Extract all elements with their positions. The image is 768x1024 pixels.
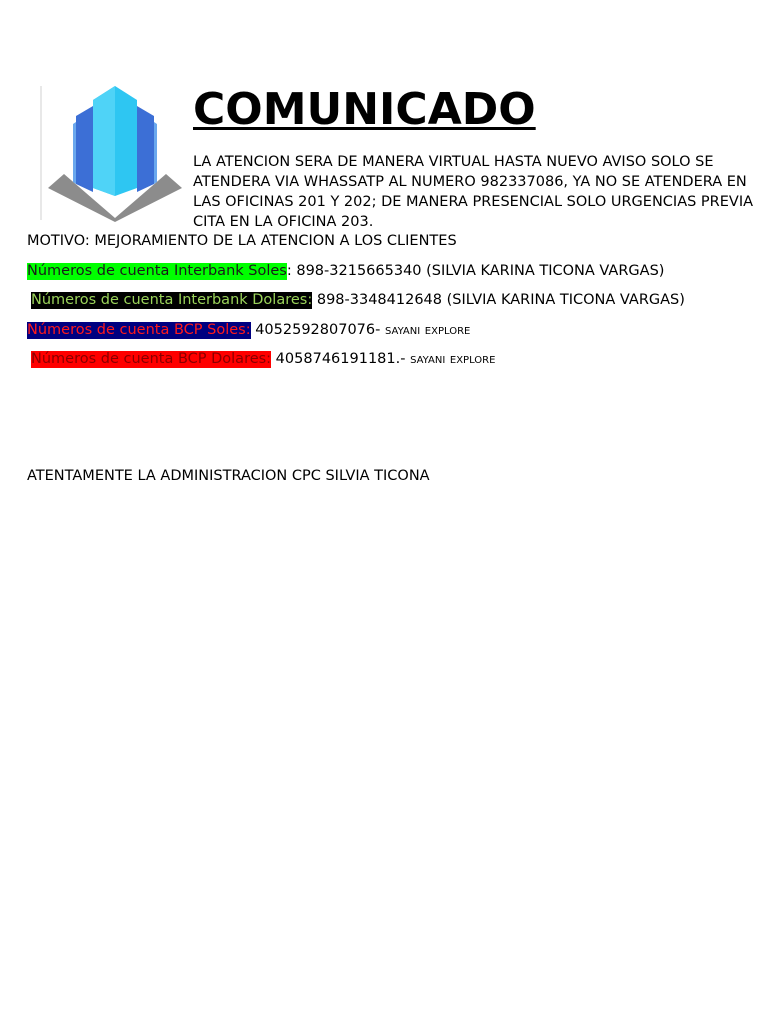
account-number: 898-3215665340 (SILVIA KARINA TICONA VARGAS) [291, 263, 665, 279]
closing-signature: ATENTAMENTE LA ADMINISTRACION CPC SILVIA TICONA [27, 468, 430, 484]
account-label: Números de cuenta BCP Soles: [27, 322, 251, 338]
building-logo-icon [40, 84, 190, 222]
account-label: Números de cuenta Interbank Dolares: [31, 292, 313, 308]
account-label: Números de cuenta BCP Dolares: [31, 351, 272, 367]
account-number: 898-3348412648 (SILVIA KARINA TICONA VARGAS) [312, 292, 685, 308]
account-bcp-soles [27, 320, 470, 340]
motivo-text: MOTIVO: MEJORAMIENTO DE LA ATENCION A LOS CLIENTES [27, 233, 457, 249]
notice-text: LA ATENCION SERA DE MANERA VIRTUAL HASTA NUEVO AVISO SOLO SE ATENDERA VIA WHASSATP AL NUMERO 982337086, YA NO SE ATENDERA EN LAS OFICINAS 201 Y 202; DE MANERA PRESENCIAL SOLO URGENCIAS PREVIA CITA EN LA OFICINA 203. [193, 154, 754, 230]
account-holder: sayani explore [410, 351, 496, 367]
account-interbank-dolares [31, 290, 685, 310]
account-bcp-dolares [31, 349, 495, 369]
page-title: COMUNICADO [193, 84, 536, 135]
account-interbank-soles [27, 261, 664, 281]
account-label: Números de cuenta Interbank Soles [27, 263, 287, 279]
account-separator: : [286, 263, 292, 279]
account-number: 4052592807076- [250, 322, 385, 338]
account-holder: sayani explore [384, 322, 471, 338]
account-number: 4058746191181.- [271, 351, 411, 367]
company-logo [40, 84, 190, 222]
